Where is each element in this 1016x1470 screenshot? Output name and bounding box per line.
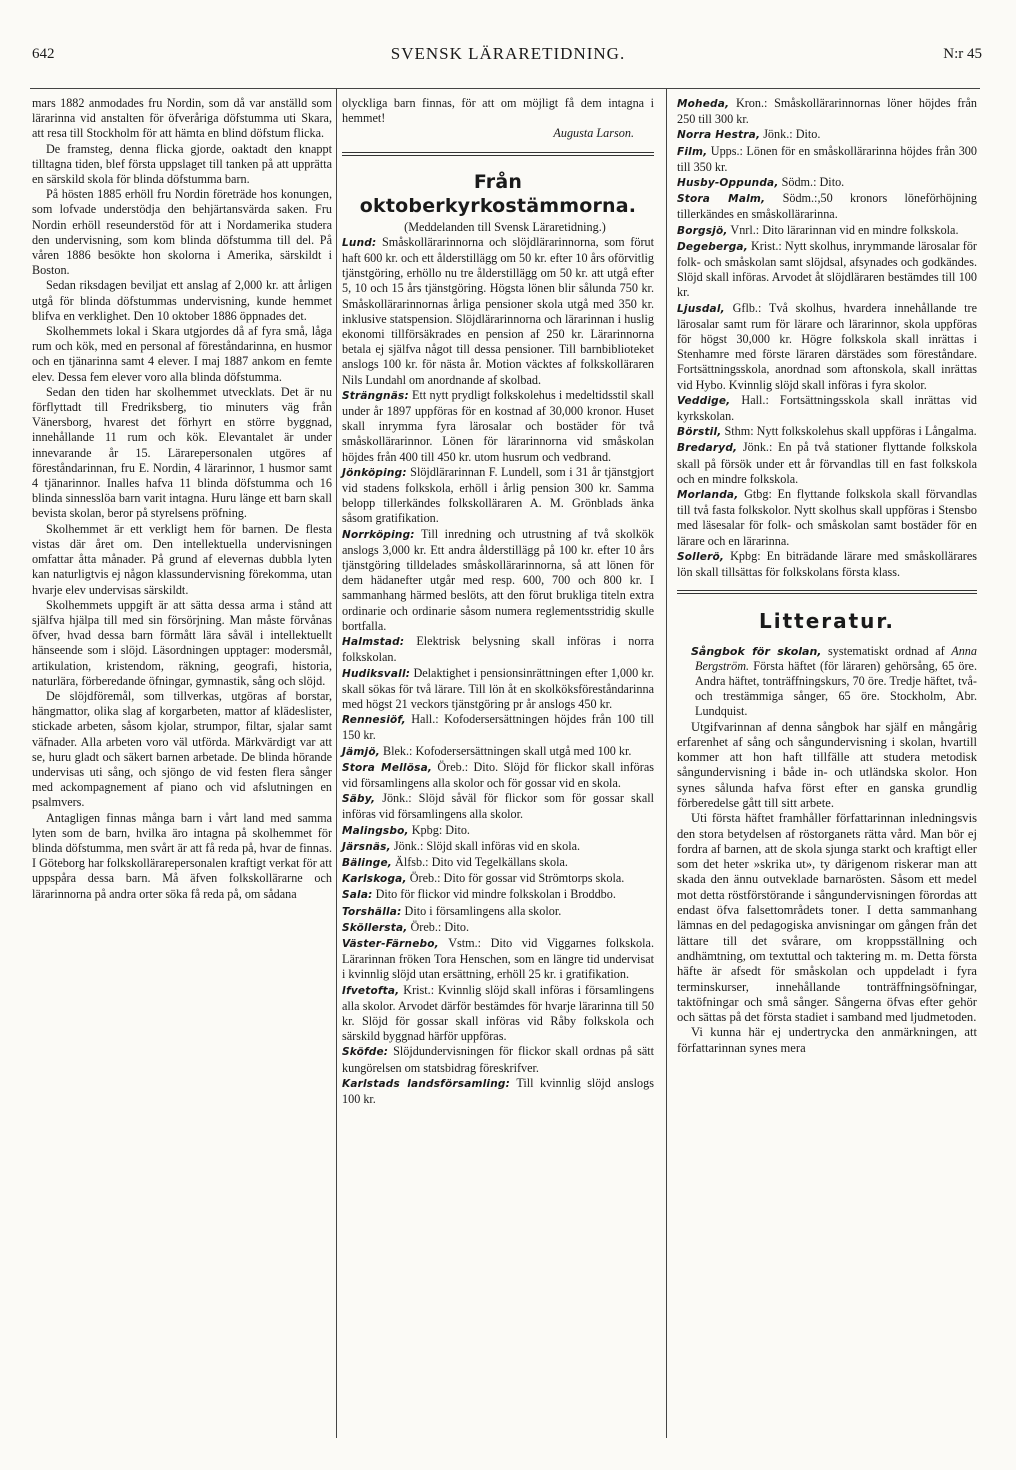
report-entry — [342, 1044, 654, 1075]
paragraph: De slöjdföremål, som tillverkas, utgöras af borstar, hängmattor, olika slag af korgarbeten, mattor af klädeslister, stickade arbeten, såsom kjolar, strumpor, filtar, sjalar samt väfnader. Alla arbeten voro väl utförda. Märkvärdigt var att se, huru gladt och säkert barnen arbetade. De blinda hörande undervisas uti sång, och sjöngo de vid festen flera sånger med ackompagnement af piano och vid afslutningen en psalmvers. — [32, 688, 332, 810]
section-divider — [677, 590, 977, 594]
paragraph: Uti första häftet framhåller författarinnan inledningsvis den stora betydelsen af röstorganets rätta vård. Man bör ej fordra af barnen, att de skola sjunga starkt och kraftigt eller som det heter »skrika ut», ty därigenom riskerar man att skada den ännu outveklade barnarösten. Såsom ett medel mot detta röstförstörande i sångundervisningen förordas att endast öfva falsettområdets toner. I detta sammanhang lämnas en del pedagogiska anvisningar om gången från det lättare till det svårare, om kroppsställning och andhämtning, om textuttal och taktering m. m. Detta första häfte är afsedt för småskolan och uppdeladt i fyra terminskurser, innehållande tonträffningsöfningar, taktöfningar och små sånger. Sångerna öfvas efter gehör och sättas på det första stadiet i samband med ljudmetoden. — [677, 811, 977, 1025]
page-header — [0, 40, 1016, 80]
report-entry — [342, 465, 654, 527]
report-entry — [342, 1076, 654, 1107]
book-details: Första häftet (för läraren) gehörsång, 65 öre. Andra häftet, tonträffningskurs, 70 öre. Tredje häftet, två- och trestämmiga sånger, 65 öre. Stockholm, Abr. Lundquist. — [695, 658, 977, 719]
place-name: Borgsjö, — [677, 224, 728, 237]
paragraph: Sedan riksdagen beviljat ett anslag af 2,000 kr. att årligen utgå för blinda döfstummas undervisning, kunde hemmet blifva en verklighet. Den 10 oktober 1886 öppnades det. — [32, 278, 332, 323]
place-name: Stora Malm, — [677, 193, 766, 206]
book-title: Sångbok för skolan, — [691, 644, 822, 658]
report-text: Sthm: Nytt folkskolehus skall uppföras i Långalma. — [721, 424, 977, 439]
column-divider-2 — [666, 88, 667, 1438]
paragraph: Sedan den tiden har skolhemmet utvecklats. Det är nu förflyttadt till Fredriksberg, tio minuters väg från Vänersborg, hvarest det förhyrt en större byggnad, innehållande 11 rum och kök. Elevantalet är under innevarande år 15. Lärarepersonalen utgöres af föreståndarinnan, fru E. Nordin, 4 lärarinnor, 1 husmor samt 4 tjänarinnor. Inalles hafva 11 blinda döfstumma och 16 blinda sinnesslöa barn varit intagna. Huru länge ett barn skall bevista skolan, beror på styrelsens pröfning. — [32, 384, 332, 521]
book-author: Anna Bergström. — [695, 643, 977, 673]
place-name: Ljusdal, — [677, 302, 725, 315]
paragraph: Utgifvarinnan af denna sångbok har själf en mångårig erfarenhet af sång och sångundervisning i skolan, hvartill kommer att hon haft tillfälle att studera metodisk sångundervisning i både in- och utländska skolor. Hon synes sålunda hafva först efter en ganska grundlig förberedelse gått till sitt arbete. — [677, 719, 977, 810]
report-text: Småskollärarinnorna och slöjdlärarinnorna, som förut haft 600 kr. och ett ålderstillägg om 50 kr. efter 10 års oförvitlig tjänstgöring, erhöllo nu tre ålderstillägg om 50 kr. att utgå efter 5, 10 och 15 års tjänstgöring. Högsta lönen blir sålunda 750 kr. Småskollärarinnornas årliga pensioner skola utgå med 350 kr. inklusive statspension. Slöjdlärarinnorna och lärarinnan i huslig ekonomi tillförsäkrades en pension af 250 kr. Lärarinnorna betala ej själfva något till dessa pensioner. Till barnbiblioteket anslogs 100 kr. för nästa år. Motion väcktes af folkskolläraren Nils Lundahl om anordnande af skolbad. — [342, 234, 654, 387]
column-2 — [342, 96, 654, 1107]
author-signature: Augusta Larson. — [553, 126, 634, 141]
report-text: Öreb.: Dito för gossar vid Strömtorps skola. — [406, 871, 625, 886]
place-name: Moheda, — [677, 98, 730, 110]
paragraph: De framsteg, denna flicka gjorde, oaktadt den knappt tilltagna tiden, blef första uppslaget till tanken på att upprätta en särskild skola för blinda döfstumma barn. — [32, 141, 332, 187]
report-text: Vnrl.: Dito lärarinnan vid en mindre folkskola. — [727, 222, 959, 237]
report-entry — [342, 388, 654, 465]
report-text: Öreb.: Dito. Slöjd för flickor skall införas vid församlingens alla skolor och för gossar vid en skola. — [342, 759, 654, 790]
report-entry — [342, 983, 654, 1045]
place-name: Jönköping: — [342, 466, 407, 479]
column-3 — [677, 96, 977, 1056]
report-entry — [342, 839, 654, 855]
report-text: Södm.: Dito. — [778, 175, 845, 190]
report-text: Jönk.: En på två stationer flyttande folkskola skall på försök under ett år förvandlas till en fast folkskola och en mindre folkskola. — [677, 440, 977, 486]
report-text: Jönk.: Dito. — [760, 127, 821, 142]
report-text: Elektrisk belysning skall införas i norra folkskolan. — [342, 634, 654, 665]
report-text: Ett nytt prydligt folkskolehus i medeltidsstil skall under år 1897 uppföras för en kostnad af 30,000 kronor. Huset skall inrymma fyra lärosalar och bostäder för två småskollärarinnor. Lönen för lärarinnorna vid småskolan höjdes från 400 till 450 kr. utom husrum och vedbrand. — [342, 387, 654, 464]
report-entry — [677, 191, 977, 222]
place-name: Bredaryd, — [677, 442, 738, 455]
report-entry — [677, 96, 977, 127]
place-name: Hudiksvall: — [342, 667, 411, 680]
report-entry — [677, 144, 977, 175]
report-entry — [342, 823, 654, 839]
report-entry — [342, 855, 654, 871]
book-listing — [677, 644, 977, 720]
report-entry — [342, 666, 654, 713]
report-entry — [342, 235, 654, 388]
report-text: Öreb.: Dito. — [407, 919, 470, 934]
report-entry — [677, 440, 977, 487]
place-name: Torshälla: — [342, 905, 402, 918]
meeting-reports — [342, 235, 654, 1107]
report-text: Blek.: Kofodersersättningen skall utgå med 100 kr. — [379, 743, 632, 758]
book-desc: systematiskt ordnad af — [821, 643, 952, 658]
report-entry — [677, 549, 977, 580]
report-entry — [342, 760, 654, 791]
place-name: Karlskoga, — [342, 873, 407, 886]
report-text: Till kvinnlig slöjd anslogs 100 kr. — [342, 1075, 654, 1106]
place-name: Film, — [677, 145, 708, 158]
report-text: Krist.: Kvinnlig slöjd skall införas i församlingens alla skolor. Arvodet därför bestämdes för hvarje lärarinna till 50 kr. Slöjd för gossar skall införas vid Råby folkskola och särskild byggnad härför uppföras. — [342, 982, 654, 1044]
report-text: Kpbg: En biträdande lärare med småskollärares lön skall tillsättas för folkskolans första klass. — [677, 548, 977, 580]
place-name: Sköfde: — [342, 1046, 389, 1059]
report-entry — [677, 393, 977, 424]
page-number: 642 — [32, 46, 55, 62]
report-text: Upps.: Lönen för en småskollärarinna höjdes från 300 till 350 kr. — [677, 143, 977, 174]
book-review — [677, 720, 977, 1057]
literature-heading: Litteratur. — [758, 609, 896, 634]
place-name: Husby-Oppunda, — [677, 177, 779, 190]
report-entry — [342, 791, 654, 822]
column-1 — [32, 96, 332, 902]
report-entry — [677, 487, 977, 549]
section-title: Från oktoberkyrkostämmorna. — [359, 170, 637, 217]
report-entry — [677, 223, 977, 239]
report-entry — [342, 527, 654, 634]
place-name: Jämjö, — [342, 745, 380, 758]
paragraph: Skolhemmets lokal i Skara utgjordes då af fyra små, låga rum och kök, med en personal af föreståndarinna, en husmor och en tjänarinna samt 4 elever. I maj 1887 ankom en femte elev. Dessa fem elever voro alla blinda döfstumma. — [32, 324, 332, 384]
report-text: Krist.: Nytt skolhus, inrymmande lärosalar för folk- och småskolan samt slöjdsal, afsynades och godkändes. Slöjd skall införas. Arvodet åt slöjdläraren bestämdes till 100 kr. — [677, 238, 977, 300]
report-entry — [342, 887, 654, 903]
journal-title: SVENSK LÄRARETIDNING. — [390, 44, 626, 63]
report-text: Kpbg: Dito. — [408, 822, 470, 837]
place-name: Säby, — [342, 793, 376, 806]
place-name: Veddige, — [677, 394, 731, 407]
place-name: Halmstad: — [342, 636, 405, 649]
report-entry — [342, 744, 654, 760]
report-entry — [342, 712, 654, 743]
paragraph: Antagligen finnas många barn i vårt land med samma lyten som de barn, hvilka äro intagna på skolhemmet för blinda döfstumma, men svårt är att få reda på, hvar de finnas. I Göteborg har folkskollärarepersonalen kraftigt verkat för att uppspåra dessa barn. Må äfven folkskollärarne och lärarinnorna på andra orter söka få reda på, om sådana — [32, 810, 332, 901]
place-name: Ifvetofta, — [342, 984, 400, 997]
report-entry — [677, 239, 977, 301]
place-name: Lund: — [342, 236, 377, 249]
meeting-reports-continued — [677, 96, 977, 580]
section-subtitle: (Meddelanden till Svensk Läraretidning.) — [404, 219, 606, 234]
report-text: Dito i församlingens alla skolor. — [401, 903, 562, 918]
place-name: Morlanda, — [677, 489, 739, 502]
paragraph: mars 1882 anmodades fru Nordin, som då var anställd som lärarinna vid anstalten för öfveråriga döfstumma uti Skara, att resa till Stockholm för att hämta en blind döfstum flicka. — [32, 96, 332, 141]
paragraph: Skolhemmets uppgift är att sätta dessa arma i stånd att själfva hjälpa till med sin försörjning. Man måste förvånas öfver, hvad dessa barn förmått lära såväl i intellektuellt hänseende som i slöjd. Läsordningen upptager: modersmål, artikulation, kristendom, räkning, geografi, historia, naturlära, förberedande öfningar, gymnastik, sång och slöjd. — [32, 597, 332, 688]
report-entry — [677, 127, 977, 143]
report-text: Södm.:,50 kronors löneförhöjning tillerkändes en småskollärarinna. — [677, 191, 977, 222]
paragraph: På hösten 1885 erhöll fru Nordin företräde hos konungen, som lofvade understödja den behjärtansvärda saken. Fru Nordin erhöll reseunderstöd för att i Nordamerika studera den undervisning, som kom blinda döfstumma till del. På våren 1886 besökte hon skolorna i Amerika, särskildt i Boston. — [32, 187, 332, 278]
report-entry — [677, 301, 977, 393]
place-name: Sollerö, — [677, 550, 725, 563]
report-entry — [342, 904, 654, 920]
report-text: Slöjdlärarinnan F. Lundell, som i 31 år tjänstgjort vid stadens folkskola, erhöll i årlig pension 300 kr. Samma belopp tillerkändes folkskolläraren A. M. Grönblads änka såsom gratifikation. — [342, 464, 654, 526]
report-entry — [342, 634, 654, 665]
column-divider-1 — [336, 88, 337, 1438]
report-entry — [342, 871, 654, 887]
header-rule — [30, 88, 980, 89]
report-entry — [342, 936, 654, 983]
report-text: Vstm.: Dito vid Viggarnes folkskola. Lärarinnan fröken Tora Henschen, som en längre tid undervisat i kvinnlig slöjd utan ersättning, erhöll 25 kr. i gratifikation. — [342, 935, 654, 982]
place-name: Bälinge, — [342, 856, 392, 869]
place-name: Malingsbo, — [342, 824, 409, 837]
report-entry — [342, 920, 654, 936]
issue-number: N:r 45 — [943, 46, 982, 62]
report-text: Jönk.: Slöjd skall införas vid en skola. — [390, 838, 581, 853]
place-name: Karlstads landsförsamling: — [342, 1077, 511, 1090]
place-name: Rennesiöf, — [342, 714, 406, 727]
place-name: Sköllersta, — [342, 921, 408, 934]
report-text: Älfsb.: Dito vid Tegelkällans skola. — [392, 854, 568, 869]
place-name: Väster-Färnebo, — [342, 937, 439, 950]
place-name: Norrköping: — [342, 528, 415, 541]
report-text: Dito för flickor vid mindre folkskolan i Broddbo. — [372, 887, 616, 902]
place-name: Degeberga, — [677, 240, 748, 253]
report-text: Slöjdundervisningen för flickor skall ordnas på sätt kungörelsen om statsbidrag föreskrifver. — [342, 1044, 654, 1075]
report-text: Till inredning och utrustning af två skolkök anslogs 3,000 kr. Ett andra ålderstillägg på 100 kr. efter 10 års tjänstgöring tilldelades småskollärarinnorna, så att lönen för dem hädanefter utgår med resp. 600, 700 och 800 kr. I sammanhang härmed beslöts, att den förut brukliga titeln extra ordinarie och ordinarie såsom numera reglementsstridig skulle bortfalla. — [342, 526, 654, 633]
place-name: Järsnäs, — [342, 840, 391, 853]
place-name: Norra Hestra, — [677, 129, 761, 142]
report-text: Kron.: Småskollärarinnornas löner höjdes från 250 till 300 kr. — [677, 96, 977, 127]
article-ending: olyckliga barn finnas, för att om möjligt få dem intagna i hemmet! — [342, 96, 654, 126]
place-name: Strängnäs: — [342, 389, 409, 402]
paragraph: Skolhemmet är ett verkligt hem för barnen. De flesta vistas där året om. Den intellektuella undervisningen omfattar åtta månader. På grund af elevernas dubbla lyten kan naturligtvis ej någon klassundervisning förekomma, utan hvarje elev undervisas särskildt. — [32, 521, 332, 597]
report-text: Jönk.: Slöjd såväl för flickor som för gossar skall införas vid församlingens alla skolor. — [342, 791, 654, 822]
report-text: Hall.: Fortsättningsskola skall inrättas vid kyrkskolan. — [677, 392, 977, 424]
place-name: Stora Mellösa, — [342, 761, 433, 774]
place-name: Sala: — [342, 889, 373, 902]
paragraph: Vi kunna här ej undertrycka den anmärkningen, att författarinnan synes mera — [677, 1025, 977, 1055]
report-text: Gtbg: En flyttande folkskola skall förvandlas till två fasta folkskolor. Nytt skolhus skall uppföras i Stensbo med läsesalar för folk- och småskolan samt bostäder för en lärare och en lärarinna. — [677, 487, 977, 548]
report-text: Hall.: Kofodersersättningen höjdes från 100 till 150 kr. — [342, 712, 654, 743]
report-entry — [677, 175, 977, 191]
report-entry — [677, 424, 977, 440]
report-text: Delaktighet i pensionsinrättningen efter 1,000 kr. skall sökas för två lärare. Till lön åt en skolköksföreståndarinna med högst 21 veckors tjänstgöring pr år anslogs 450 kr. — [342, 665, 654, 711]
report-text: Gflb.: Två skolhus, hvardera innehållande tre lärosalar samt rum för lärare och lärarinnor, skola uppföras för högst 30,000 kr. Högre folkskola skall inrättas i Stenhamre med förste läraren därstädes som föreståndare. Fortsättningsskola, anordnad som aftonskola, skall inrättas vid Hybo. Kvinnlig slöjd skall införas i fyra skolor. — [677, 300, 977, 392]
section-divider — [342, 152, 654, 156]
place-name: Börstil, — [677, 426, 722, 439]
